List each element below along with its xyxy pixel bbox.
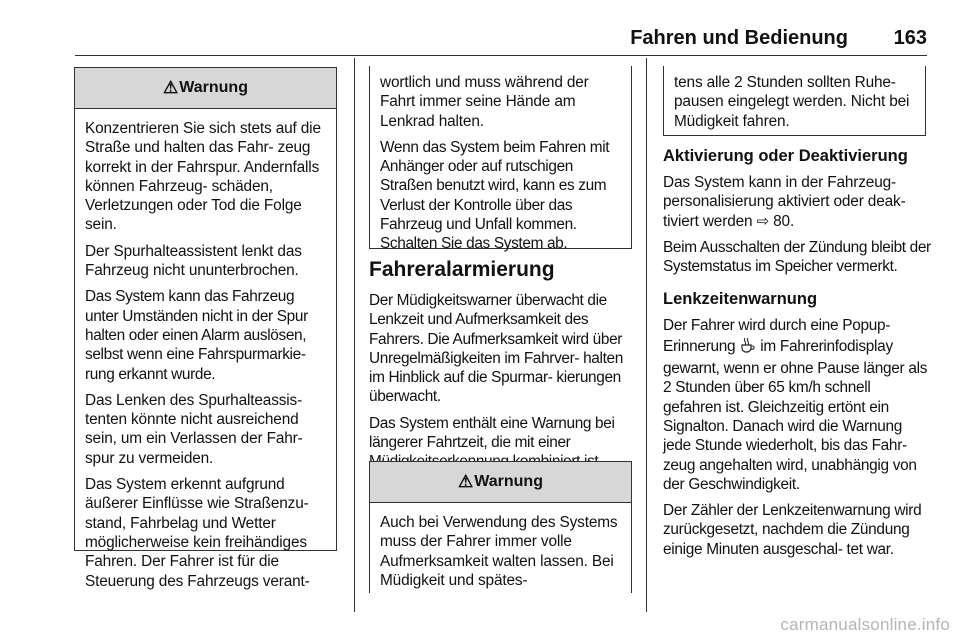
subsection-activation: [663, 145, 931, 566]
page-number: 163: [893, 27, 927, 49]
page-reference-link[interactable]: 80.: [773, 212, 795, 230]
body-paragraph: Der Müdigkeitswarner überwacht die Lenkzeit und Aufmerksamkeit des Fahrers. Die Aufmerksamkeit wird über Unregelmäßigkeiten im Fahrver- halten im Hinblick auf die Spurmar- kierungen überwacht.: [369, 292, 623, 406]
warning-box-continued: [369, 66, 632, 253]
warning-label: Warnung: [179, 79, 248, 96]
warning-paragraph: Wenn das System beim Fahren mit Anhänger oder auf rutschigen Straßen benutzt wird, kann es zum Verlust der Kontrolle über das Fahrzeug und Unfall kommen. Schalten Sie das System ab.: [380, 138, 610, 253]
warning-paragraph: Der Spurhalteassistent lenkt das Fahrzeug nicht ununterbrochen.: [85, 242, 302, 280]
running-header: Fahren und Bedienung: [630, 27, 848, 49]
warning-box-fatigue: [369, 461, 632, 593]
warning-triangle-icon: ⚠: [163, 78, 179, 97]
warning-body-continued: [370, 66, 631, 254]
warning-body: [370, 503, 631, 590]
warning-paragraph: tens alle 2 Stunden sollten Ruhe- pausen eingelegt werden. Nicht bei Müdigkeit fahren.: [674, 74, 910, 130]
warning-paragraph: Auch bei Verwendung des Systems muss der Fahrer immer volle Aufmerksamkeit walten lassen. Bei Müdigkeit und spätes-: [380, 514, 618, 589]
subsection-title: Lenkzeitenwarnung: [663, 290, 818, 309]
warning-body-continued: [664, 66, 925, 131]
warning-header: [75, 68, 336, 109]
column-divider-2: [646, 58, 647, 612]
warning-box-lane-assist: [74, 67, 337, 590]
warning-box-continued-2: [663, 66, 926, 136]
page-reference-arrow-icon: ⇨: [756, 212, 769, 230]
warning-triangle-icon: ⚠: [458, 472, 474, 491]
header-rule: [75, 55, 927, 56]
warning-paragraph: wortlich und muss während der Fahrt immer seine Hände am Lenkrad halten.: [380, 74, 589, 130]
warning-paragraph: Das Lenken des Spurhalteassis- tenten könnte nicht ausreichend sein, um ein Verlassen der Fahr- spur zu vermeiden.: [85, 391, 303, 467]
warning-body: [75, 109, 336, 591]
warning-header: [370, 462, 631, 503]
warning-paragraph: Das System erkennt aufgrund äußerer Einflüsse wie Straßenzu- stand, Fahrbelag und Wetter möglicherweise kein freihändiges Fahren. Der Fahrer ist für die Steuerung des Fahrzeugs verant-: [85, 476, 310, 590]
body-paragraph: Das System enthält eine Warnung bei längerer Fahrtzeit, die mit einer: [369, 414, 615, 452]
body-paragraph: Beim Ausschalten der Zündung bleibt der Systemstatus im Speicher vermerkt.: [663, 238, 931, 276]
warning-paragraph: Konzentrieren Sie sich stets auf die Straße und halten das Fahr- zeug korrekt in der Fahrspur. Andernfalls können Fahrzeug- schäden, Verletzungen oder Tod die Folge sein.: [85, 120, 321, 234]
warning-paragraph: Das System kann das Fahrzeug unter Umständen nicht in der Spur halten oder einen Alarm auslösen, selbst wenn eine Fahrspurmarkie- rung erkannt wurde.: [85, 288, 308, 383]
body-paragraph: Das System kann in der Fahrzeug- personalisierung aktiviert oder deak- tiviert werden ⇨ 80.: [663, 174, 906, 230]
column-divider-1: [354, 58, 355, 612]
watermark: carmanualsonline.info: [780, 615, 950, 634]
coffee-cup-icon: [739, 336, 756, 359]
section-driver-alert: [369, 257, 634, 479]
subsection-title: Aktivierung oder Deaktivierung: [663, 147, 908, 165]
warning-label: Warnung: [474, 473, 543, 490]
body-paragraph: Der Fahrer wird durch eine Popup- Erinnerung im Fahrerinfodisplay gewarnt, wenn er ohne Pause länger als 2 Stunden über 65 km/h schnell gefahren ist. Gleichzeitig ertönt ein Signalton. Danach wird die Warnung jede Stunde wiederholt, bis das Fahr- zeug angehalten wird, unabhängig von der Geschwindigkeit.: [663, 317, 928, 493]
section-title: Fahreralarmierung: [369, 258, 555, 281]
body-paragraph: Der Zähler der Lenkzeitenwarnung wird zurückgesetzt, nachdem die Zündung einige Minuten ausgeschal- tet war.: [663, 502, 922, 558]
